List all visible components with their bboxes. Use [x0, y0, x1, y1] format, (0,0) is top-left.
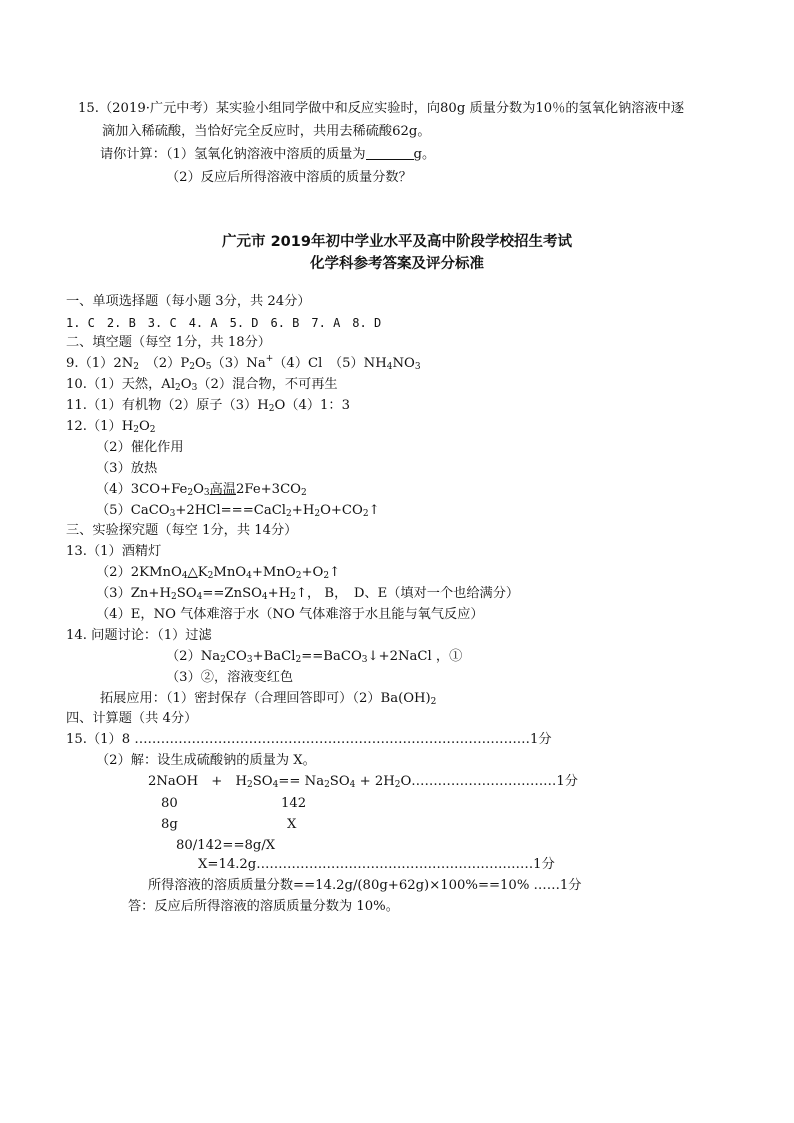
section4-heading: 四、计算题（共 4分） [66, 711, 198, 726]
q13-3-s3: 4 [196, 592, 203, 602]
eq-s9: 2 [394, 780, 401, 790]
q14-2-t0: （2）Na [166, 649, 221, 664]
section1-answers: 1. C 2. B 3. C 4. A 5. D 6. B 7. A 8. D [66, 316, 382, 330]
q9-t6: （3）Na [211, 356, 266, 371]
q9-s11: 3 [414, 362, 421, 372]
q15-2-answer: （2）解：设生成硫酸钠的质量为 X。 [96, 753, 316, 768]
q14-4-t0: 拓展应用：（1）密封保存（合理回答即可）（2）Ba(OH) [100, 691, 431, 706]
q9-answer [66, 355, 421, 373]
q12-5-t6: O+CO [320, 503, 363, 518]
q12-2-answer: （2）催化作用 [96, 440, 184, 455]
q12-5-s3: 2 [286, 509, 292, 519]
q9-t4: O [194, 356, 206, 371]
q14-2-s7: 3 [361, 655, 368, 665]
q14-4-answer [100, 690, 436, 708]
q12-5-answer [96, 502, 380, 520]
heating-triangle-icon: △ [187, 565, 198, 580]
q13-3-t4: ==ZnSO [202, 586, 262, 601]
molar-mass-na2so4: 142 [281, 796, 307, 811]
q12-5-t0: （5）CaCO [96, 503, 170, 518]
q15-line3 [100, 146, 435, 164]
q15-line4: （2）反应后所得溶液中溶质的质量分数？ [166, 170, 412, 185]
q10-t2: O [180, 377, 192, 392]
section1-heading: 一、单项选择题（每小题 3分，共 24分） [66, 294, 311, 309]
eq-s1: 2 [247, 780, 253, 790]
answer-blank [366, 146, 414, 160]
q13-1-answer: 13.（1）酒精灯 [66, 544, 162, 559]
q12-4-s6: 2 [300, 488, 307, 498]
q14-2-t6: ==BaCO [301, 649, 362, 664]
q12-1-s3: 2 [149, 425, 156, 435]
q12-4-t2: O [193, 482, 204, 497]
gas-arrow-icon: ↑ [329, 565, 341, 580]
q13-2-s8: 2 [295, 571, 302, 581]
molar-mass-naoh: 80 [161, 796, 178, 811]
q13-2-t9: +O [301, 565, 324, 580]
eq-t0: 2NaOH + H [148, 774, 248, 789]
q13-2-t3: K [197, 565, 208, 580]
q10-answer [66, 376, 338, 394]
q14-2-t2: CO [225, 649, 247, 664]
eq-t2: SO [252, 774, 273, 789]
q12-1-s1: 2 [133, 425, 139, 435]
document-subtitle: 化学科参考答案及评分标准 [310, 256, 484, 272]
document-title: 广元市 2019年初中学业水平及高中阶段学校招生考试 [222, 234, 572, 250]
q14-2-t8: ↓+2NaCl ，① [367, 649, 463, 664]
eq-t4: == Na [278, 774, 325, 789]
mass-x: X [287, 817, 297, 832]
q14-3-answer: （3）②，溶液变红色 [166, 670, 294, 685]
q15-line1: 15.（2019·广元中考）某实验小组同学做中和反应实验时，向80g 质量分数为10％的氢氧化钠溶液中逐 [78, 101, 685, 116]
final-answer: 答：反应后所得溶液的溶质质量分数为 10%。 [128, 899, 399, 914]
q12-4-t5: 2Fe+3CO [236, 482, 301, 497]
section3-heading: 三、实验探究题（每空 1分，共 14分） [66, 523, 298, 538]
q12-4-s3: 3 [203, 488, 210, 498]
q14-2-answer [166, 648, 462, 666]
q14-1-answer: 14. 问题讨论：（1）过滤 [66, 628, 212, 643]
q13-3-answer [96, 585, 519, 603]
q9-s5: 5 [205, 362, 212, 372]
mass-naoh: 8g [161, 817, 178, 832]
q14-2-t4: +BaCl [252, 649, 296, 664]
q11-t0: 11.（1）有机物（2）原子（3）H [66, 398, 269, 413]
q14-2-s5: 2 [295, 655, 302, 665]
q13-2-s10: 2 [323, 571, 330, 581]
q15-1-answer: 15.（1）8 ………………………………………………………………………………1分 [66, 732, 552, 747]
q13-3-t0: （3）Zn+H [96, 586, 171, 601]
q12-5-t2: +2HCl===CaCl [175, 503, 287, 518]
q13-3-s1: 2 [170, 592, 177, 602]
q13-2-s1: 4 [181, 571, 188, 581]
section2-heading: 二、填空题（每空 1分，共 18分） [66, 335, 271, 350]
eq-s5: 2 [324, 780, 330, 790]
q9-sup7: + [265, 354, 274, 364]
x-value: X=14.2g………………………………………………………1分 [198, 857, 555, 872]
q14-2-s3: 3 [246, 655, 253, 665]
q13-4-answer: （4）E，NO 气体难溶于水（NO 气体难溶于水且能与氧气反应） [96, 607, 484, 622]
eq-t6: SO [329, 774, 350, 789]
q12-1-t0: 12.（1）H [66, 419, 134, 434]
eq-t10: O……………………………1分 [400, 774, 578, 789]
q9-s3: 2 [189, 362, 195, 372]
q14-4-s1: 2 [430, 697, 437, 707]
q13-2-t7: +MnO [251, 565, 296, 580]
q12-4-answer [96, 481, 307, 499]
q13-3-t2: SO [176, 586, 197, 601]
q12-1-t2: O [138, 419, 150, 434]
q11-t2: O（4）1：3 [274, 398, 350, 413]
q9-t10: NO [392, 356, 415, 371]
q10-t4: （2）混合物，不可再生 [197, 377, 338, 392]
q12-3-answer: （3）放热 [96, 461, 158, 476]
q12-5-s5: 2 [314, 509, 321, 519]
q12-4-t0: （4）3CO+Fe [96, 482, 188, 497]
q10-s1: 2 [175, 383, 181, 393]
q15-line2: 滴加入稀硫酸，当恰好完全反应时，共用去稀硫酸62g。 [102, 124, 431, 139]
q9-s1: 2 [133, 362, 140, 372]
q10-t0: 10.（1）天然，Al [66, 377, 176, 392]
q9-t0: 9.（1）2N [66, 356, 134, 371]
eq-t8: + 2H [355, 774, 395, 789]
reaction-equation [148, 773, 578, 791]
q12-5-s7: 2 [362, 509, 369, 519]
q12-1-answer [66, 418, 156, 436]
q13-3-s5: 4 [261, 592, 268, 602]
q13-3-t8: ↑， B， D、E（填对一个也给满分） [295, 586, 520, 601]
mass-fraction-calc: 所得溶液的溶质质量分数==14.2g/(80g+62g)×100%==10% ……1分 [148, 878, 582, 893]
q13-2-t5: MnO [213, 565, 247, 580]
q15-line3-text: 请你计算：（1）氢氧化钠溶液中溶质的质量为 [100, 147, 366, 162]
q13-2-s4: 2 [207, 571, 214, 581]
q14-2-s1: 2 [220, 655, 226, 665]
gas-arrow-icon: ↑ [368, 503, 380, 518]
q12-5-t4: +H [291, 503, 315, 518]
q9-s9: 4 [386, 362, 393, 372]
q12-4-s1: 2 [187, 488, 194, 498]
q9-t2: （2）P [139, 356, 190, 371]
eq-s3: 4 [272, 780, 279, 790]
q12-5-s1: 3 [169, 509, 176, 519]
q9-t8: （4）Cl （5）NH [273, 356, 387, 371]
q13-2-t0: （2）2KMnO [96, 565, 182, 580]
q13-2-s6: 4 [246, 571, 252, 581]
q13-3-t6: +H [267, 586, 291, 601]
q11-answer [66, 397, 350, 415]
q11-s1: 2 [268, 404, 275, 414]
q13-3-s7: 2 [290, 592, 296, 602]
q13-2-answer [96, 564, 340, 582]
ratio-equation: 80/142==8g/X [176, 838, 276, 853]
q15-line3-unit: g。 [413, 147, 436, 162]
reaction-condition-high-temp: 高温 [209, 482, 236, 497]
eq-s7: 4 [349, 780, 356, 790]
q10-s3: 3 [191, 383, 198, 393]
